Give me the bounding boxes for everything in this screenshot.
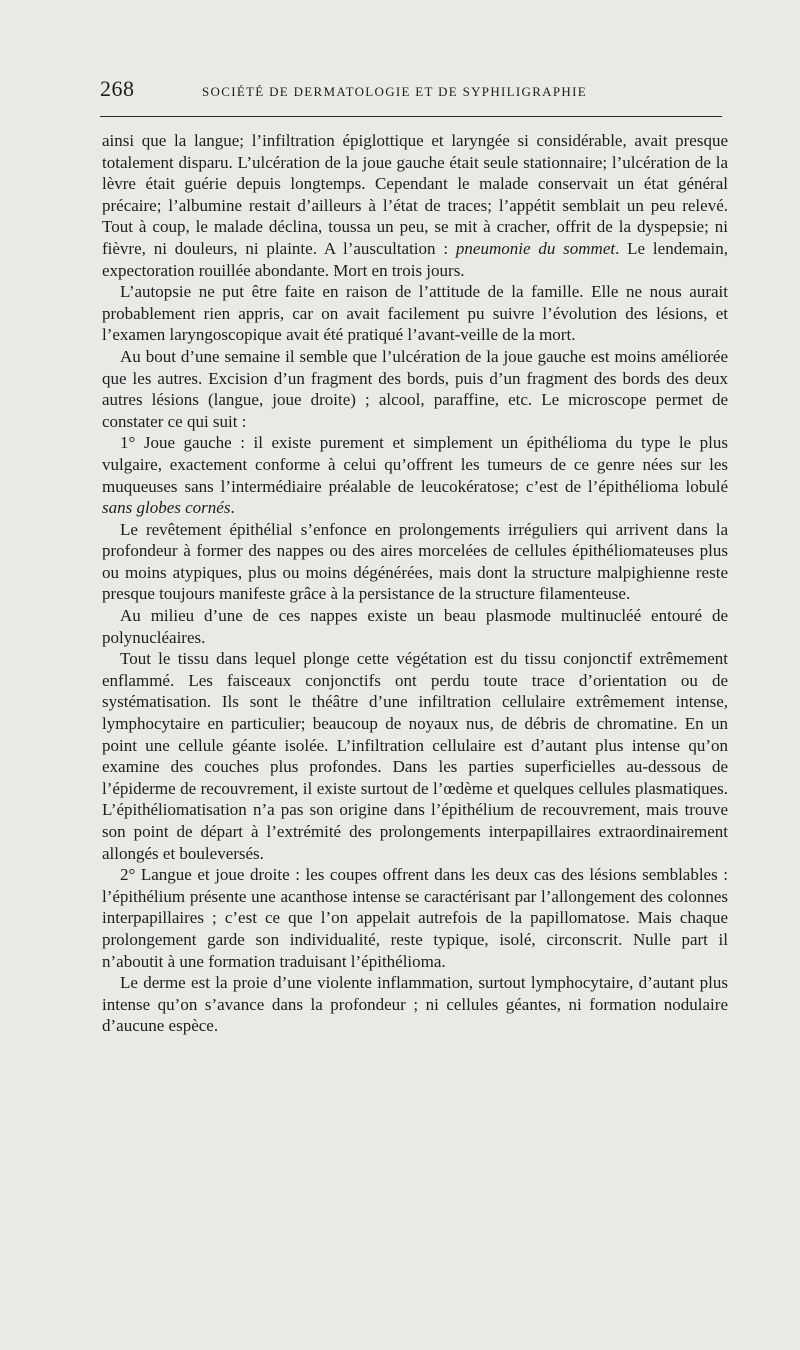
text-run: Le revêtement épithélial s’enfonce en prolongements irréguliers qui arrivent dans la profondeur à former des nappes ou des aires morcelées de cellules épithéliomateuses plus ou moins atypiques, plus ou moins dégénérées, mais dont la structure malpighienne reste presque toujours manifeste grâce à la persistance de la structure filamenteuse. xyxy=(102,519,728,604)
text-run: ainsi que la langue; l’infiltration épiglottique et laryngée si considérable, avait presque totalement disparu. L’ulcération de la joue gauche était seule stationnaire; l’ulcération de la lèvre était guérie depuis longtemps. Cependant le malade conservait un état général précaire; l’albumine restait d’ailleurs à l’état de traces; l’appétit semblait un peu relevé. Tout à coup, le malade déclina, toussa un peu, se mit à cracher, offrit de la dyspepsie; ni fièvre, ni douleurs, ni plainte. A l’auscultation : xyxy=(102,131,728,258)
text-run: 1° Joue gauche : il existe purement et simplement un épithélioma du type le plus vulgaire, exactement conforme à celui qu’offrent les tumeurs de ce genre nées sur les muqueuses sans l’intermédiaire préalable de leucokératose; c’est de l’épithélioma lobulé xyxy=(102,433,728,496)
paragraph-p1 xyxy=(102,130,728,281)
text-run: Au bout d’une semaine il semble que l’ulcération de la joue gauche est moins améliorée que les autres. Excision d’un fragment des bords, puis d’un fragment des bords des deux autres lésions (langue, joue droite) ; alcool, paraffine, etc. Le microscope permet de constater ce qui suit : xyxy=(102,346,728,431)
paragraph-p5 xyxy=(102,519,728,605)
paragraph-p6 xyxy=(102,605,728,648)
text-run: Au milieu d’une de ces nappes existe un beau plasmode multinucléé entouré de polynucléaires. xyxy=(102,606,728,647)
text-run: Le derme est la proie d’une violente inflammation, surtout lymphocytaire, d’autant plus intense qu’on s’avance dans la profondeur ; ni cellules géantes, ni formation nodulaire d’aucune espèce. xyxy=(102,973,728,1036)
page-number: 268 xyxy=(100,76,135,101)
running-title: SOCIÉTÉ DE DERMATOLOGIE ET DE SYPHILIGRAPHIE xyxy=(202,84,587,99)
italic-phrase: sans globes cornés xyxy=(102,498,231,518)
italic-phrase: pneumonie du sommet xyxy=(455,238,616,258)
paragraph-p9 xyxy=(102,972,728,1037)
page-header xyxy=(100,74,724,106)
body-text xyxy=(102,130,728,1037)
text-run: Tout le tissu dans lequel plonge cette végétation est du tissu conjonctif extrêmement enflammé. Les faisceaux conjonctifs ont perdu toute trace d’orientation ou de systématisation. Ils sont le théâtre d’une infiltration cellulaire extrêmement intense, lymphocytaire en particulier; beaucoup de noyaux nus, de débris de chromatine. En un point une cellule géante isolée. L’infiltration cellulaire est d’autant plus intense qu’on examine des couches plus profondes. Dans les parties superficielles au-dessous de l’épiderme de recouvrement, il existe surtout de l’œdème et quelques cellules plasmatiques. L’épithéliomatisation n’a pas son origine dans l’épithélium de recouvrement, mais trouve son point de départ à l’extrémité des prolongements interpapillaires extraordinairement allongés et bouleversés. xyxy=(102,649,728,863)
header-rule xyxy=(100,116,722,117)
paragraph-p4 xyxy=(102,432,728,518)
text-run: . Le lendemain, expectoration rouillée abondante. Mort en trois jours. xyxy=(102,238,728,280)
paragraph-p7 xyxy=(102,648,728,864)
text-run: . xyxy=(230,498,235,518)
paragraph-p3 xyxy=(102,346,728,432)
text-run: L’autopsie ne put être faite en raison de l’attitude de la famille. Elle ne nous aurait probablement rien appris, car on avait facilement pu suivre l’évolution des lésions, et l’examen laryngoscopique avait été pratiqué l’avant-veille de la mort. xyxy=(102,282,728,345)
paragraph-p8 xyxy=(102,864,728,972)
text-run: 2° Langue et joue droite : les coupes offrent dans les deux cas des lésions semblables : l’épithélium présente une acanthose intense se caractérisant par l’allongement des colonnes interpapillaires ; c’est ce que l’on appelait autrefois de la papillomatose. Mais chaque prolongement garde son individualité, reste typique, isolé, circonscrit. Nulle part il n’aboutit à une formation traduisant l’épithélioma. xyxy=(102,865,728,971)
paragraph-p2 xyxy=(102,281,728,346)
